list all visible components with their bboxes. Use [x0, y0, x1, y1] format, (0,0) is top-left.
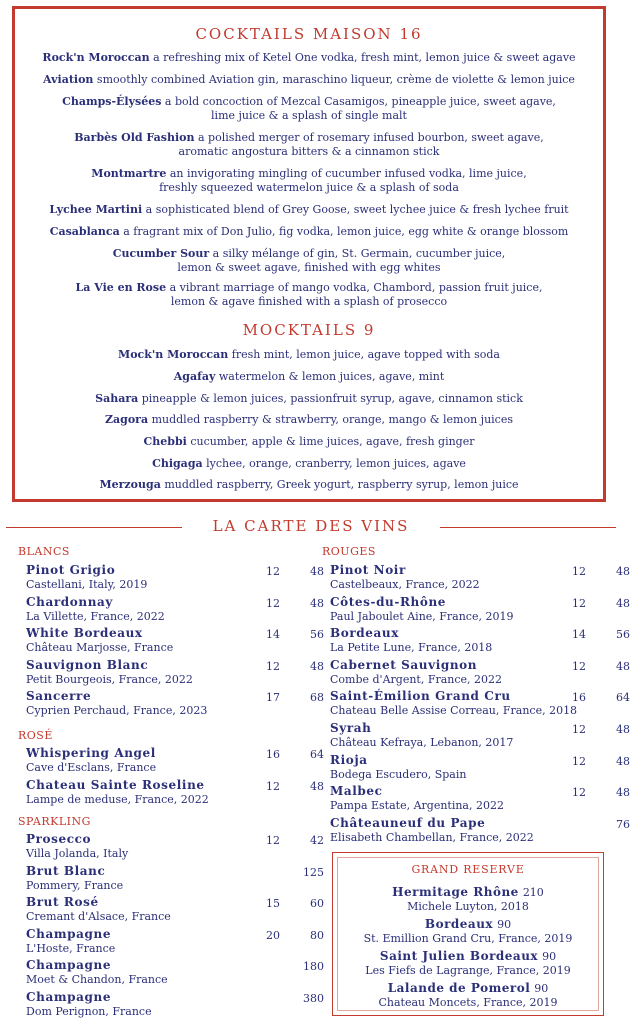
cocktail-name: Rock'n Moroccan [42, 51, 150, 64]
bottle-price: 56 [310, 628, 324, 641]
bottle-price: 48 [616, 755, 630, 768]
wine-name: Côtes-du-Rhône [330, 595, 447, 609]
wine-origin: L'Hoste, France [26, 942, 116, 955]
wine-name: Brut Blanc [26, 864, 106, 878]
cocktail-name: La Vie en Rose [75, 281, 167, 294]
cocktail-description: a vibrant marriage of mango vodka, Chambord, passion fruit juice, [166, 281, 543, 294]
wine-name: Sancerre [26, 689, 92, 703]
bottle-price: 76 [616, 818, 630, 831]
cocktail-name: Cucumber Sour [112, 247, 210, 260]
glass-price: 14 [572, 628, 586, 641]
category-blancs: BLANCS [18, 545, 70, 558]
bottle-price: 64 [310, 748, 324, 761]
cocktail-item [15, 73, 603, 87]
category-rouges: ROUGES [322, 545, 376, 558]
wine-item [330, 658, 630, 690]
cocktail-item [15, 281, 603, 309]
glass-price: 12 [572, 660, 586, 673]
cocktail-description-cont: lemon & agave finished with a splash of prosecco [170, 295, 448, 308]
grand-reserve-item [333, 913, 603, 945]
glass-price: 12 [572, 597, 586, 610]
wine-name: Châteauneuf du Pape [330, 816, 486, 830]
grand-reserve-name: Lalande de Pomerol [387, 981, 531, 995]
cocktails-title [15, 25, 603, 43]
wine-name: Pinot Grigio [26, 563, 116, 577]
glass-price: 12 [572, 565, 586, 578]
cocktail-description-cont: lemon & sweet agave, finished with egg whites [177, 261, 441, 274]
wine-item [26, 778, 324, 810]
wine-origin: Chateau Belle Assise Correau, France, 2018 [330, 704, 578, 717]
wine-item [26, 832, 324, 864]
glass-price: 14 [266, 628, 280, 641]
mocktail-name: Sahara [95, 392, 139, 405]
wine-name: Chardonnay [26, 595, 113, 609]
bottle-price: 68 [310, 691, 324, 704]
bottle-price: 125 [303, 866, 324, 879]
mocktail-item [15, 392, 603, 406]
bottle-price: 48 [310, 597, 324, 610]
wine-name: Whispering Angel [26, 746, 156, 760]
mocktail-description: watermelon & lemon juices, agave, mint [215, 370, 445, 383]
wine-name: Cabernet Sauvignon [330, 658, 478, 672]
wine-origin: Combe d'Argent, France, 2022 [330, 673, 503, 686]
wine-origin: Paul Jaboulet Aine, France, 2019 [330, 610, 514, 623]
wine-title-text: LA CARTE DES VINS [212, 517, 410, 535]
glass-price: 15 [266, 897, 280, 910]
wine-item [26, 658, 324, 690]
wine-name: Bordeaux [330, 626, 399, 640]
bottle-price: 64 [616, 691, 630, 704]
bottle-price: 48 [616, 565, 630, 578]
wine-item [330, 784, 630, 816]
cocktail-description: a refreshing mix of Ketel One vodka, fresh mint, lemon juice & sweet agave [149, 51, 576, 64]
cocktail-name: Champs-Élysées [62, 95, 162, 108]
mocktail-description: cucumber, apple & lime juices, agave, fresh ginger [186, 435, 475, 448]
category-rose: ROSÉ [18, 729, 53, 742]
wine-item [330, 816, 630, 848]
grand-reserve-item [333, 945, 603, 977]
wine-name: Malbec [330, 784, 383, 798]
grand-reserve-origin: Michele Luyton, 2018 [407, 900, 529, 913]
mocktail-name: Mock'n Moroccan [118, 348, 229, 361]
cocktail-description-cont: lime juice & a splash of single malt [211, 109, 407, 122]
wine-name: Sauvignon Blanc [26, 658, 149, 672]
glass-price: 20 [266, 929, 280, 942]
cocktails-frame [12, 6, 606, 502]
wine-title [0, 516, 622, 535]
cocktail-item [15, 51, 603, 65]
wine-item [26, 563, 324, 595]
mocktail-item [15, 370, 603, 384]
bottle-price: 48 [616, 660, 630, 673]
mocktail-description: muddled raspberry, Greek yogurt, raspberry syrup, lemon juice [160, 478, 519, 491]
wine-item [26, 689, 324, 721]
cocktail-description: a silky mélange of gin, St. Germain, cucumber juice, [209, 247, 506, 260]
wine-item [330, 721, 630, 753]
bottle-price: 380 [303, 992, 324, 1005]
mocktail-description: pineapple & lemon juices, passionfruit syrup, agave, cinnamon stick [138, 392, 523, 405]
wine-item [26, 626, 324, 658]
bottle-price: 60 [310, 897, 324, 910]
wine-origin: Cremant d'Alsace, France [26, 910, 171, 923]
mocktails-title-text: MOCKTAILS 9 [242, 321, 376, 339]
wine-name: Pinot Noir [330, 563, 406, 577]
glass-price: 16 [572, 691, 586, 704]
wine-origin: Pampa Estate, Argentina, 2022 [330, 799, 504, 812]
cocktail-item [15, 131, 603, 159]
cocktail-item [15, 95, 603, 123]
mocktail-item [15, 478, 603, 492]
wine-item [330, 595, 630, 627]
wine-name: Prosecco [26, 832, 92, 846]
category-sparkling: SPARKLING [18, 815, 91, 828]
wine-origin: La Petite Lune, France, 2018 [330, 641, 493, 654]
wine-name: Syrah [330, 721, 372, 735]
wine-item [330, 626, 630, 658]
mocktails-title [15, 321, 603, 339]
wine-item [26, 595, 324, 627]
wine-origin: Dom Perignon, France [26, 1005, 152, 1018]
wine-name: Saint-Émilion Grand Cru [330, 689, 511, 703]
mocktail-name: Agafay [173, 370, 216, 383]
mocktail-item [15, 457, 603, 471]
cocktail-description: a fragrant mix of Don Julio, fig vodka, lemon juice, egg white & orange blossom [119, 225, 569, 238]
mocktail-description: lychee, orange, cranberry, lemon juices, agave [202, 457, 466, 470]
wine-item [26, 864, 324, 896]
mocktail-description: muddled raspberry & strawberry, orange, mango & lemon juices [148, 413, 514, 426]
cocktail-name: Aviation [43, 73, 94, 86]
mocktail-name: Chebbi [143, 435, 187, 448]
grand-reserve-box [332, 852, 604, 1016]
bottle-price: 48 [616, 597, 630, 610]
glass-price: 12 [266, 660, 280, 673]
mocktail-name: Chigaga [152, 457, 203, 470]
cocktail-item [15, 225, 603, 239]
grand-reserve-origin: St. Emillion Grand Cru, France, 2019 [363, 932, 573, 945]
grand-reserve-price: 90 [542, 950, 557, 963]
grand-reserve-item [333, 977, 603, 1009]
wine-name: Brut Rosé [26, 895, 99, 909]
glass-price: 12 [266, 565, 280, 578]
wine-item [330, 753, 630, 785]
grand-reserve-origin: Chateau Moncets, France, 2019 [378, 996, 558, 1009]
bottle-price: 48 [616, 723, 630, 736]
glass-price: 12 [572, 786, 586, 799]
wine-name: Chateau Sainte Roseline [26, 778, 205, 792]
wine-origin: Cyprien Perchaud, France, 2023 [26, 704, 208, 717]
grand-reserve-price: 90 [497, 918, 512, 931]
wine-origin: Elisabeth Chambellan, France, 2022 [330, 831, 534, 844]
cocktail-name: Montmartre [91, 167, 167, 180]
bottle-price: 48 [616, 786, 630, 799]
grand-reserve-name: Saint Julien Bordeaux [379, 949, 539, 963]
glass-price: 12 [266, 780, 280, 793]
glass-price: 12 [266, 597, 280, 610]
wine-origin: Petit Bourgeois, France, 2022 [26, 673, 193, 686]
wine-origin: Castellani, Italy, 2019 [26, 578, 148, 591]
glass-price: 12 [572, 723, 586, 736]
wine-item [330, 689, 630, 721]
mocktail-item [15, 348, 603, 362]
wine-origin: Lampe de meduse, France, 2022 [26, 793, 209, 806]
bottle-price: 56 [616, 628, 630, 641]
wine-item [26, 895, 324, 927]
cocktail-description: a polished merger of rosemary infused bourbon, sweet agave, [194, 131, 544, 144]
cocktail-item [15, 203, 603, 217]
bottle-price: 48 [310, 660, 324, 673]
mocktail-name: Zagora [104, 413, 149, 426]
cocktails-title-text: COCKTAILS MAISON 16 [195, 25, 423, 43]
cocktail-item [15, 247, 603, 275]
glass-price: 12 [266, 834, 280, 847]
wine-origin: Pommery, France [26, 879, 124, 892]
cocktail-description: an invigorating mingling of cucumber infused vodka, lime juice, [166, 167, 527, 180]
bottle-price: 180 [303, 960, 324, 973]
wine-origin: Cave d'Esclans, France [26, 761, 157, 774]
grand-reserve-item [333, 881, 603, 913]
wine-origin: Château Marjosse, France [26, 641, 174, 654]
glass-price: 17 [266, 691, 280, 704]
cocktail-name: Barbès Old Fashion [74, 131, 195, 144]
wine-item [26, 927, 324, 959]
grand-reserve-origin: Les Fiefs de Lagrange, France, 2019 [365, 964, 571, 977]
cocktail-item [15, 167, 603, 195]
grand-reserve-price: 90 [534, 982, 549, 995]
wine-name: Champagne [26, 990, 112, 1004]
mocktail-item [15, 413, 603, 427]
wine-item [26, 746, 324, 778]
wine-origin: Bodega Escudero, Spain [330, 768, 467, 781]
wine-name: Champagne [26, 927, 112, 941]
bottle-price: 80 [310, 929, 324, 942]
cocktail-description: a bold concoction of Mezcal Casamigos, pineapple juice, sweet agave, [161, 95, 556, 108]
wine-name: Rioja [330, 753, 368, 767]
glass-price: 12 [572, 755, 586, 768]
cocktail-description-cont: aromatic angostura bitters & a cinnamon stick [178, 145, 440, 158]
cocktail-description: a sophisticated blend of Grey Goose, sweet lychee juice & fresh lychee fruit [142, 203, 569, 216]
wine-item [330, 563, 630, 595]
wine-origin: Castelbeaux, France, 2022 [330, 578, 480, 591]
glass-price: 16 [266, 748, 280, 761]
grand-reserve-price: 210 [522, 886, 544, 899]
cocktail-description: smoothly combined Aviation gin, maraschino liqueur, crème de violette & lemon juice [93, 73, 575, 86]
wine-origin: Château Kefraya, Lebanon, 2017 [330, 736, 514, 749]
cocktail-description-cont: freshly squeezed watermelon juice & a splash of soda [159, 181, 459, 194]
bottle-price: 48 [310, 565, 324, 578]
wine-item [26, 958, 324, 990]
cocktail-name: Casablanca [49, 225, 120, 238]
wine-name: White Bordeaux [26, 626, 143, 640]
wine-origin: La Villette, France, 2022 [26, 610, 165, 623]
grand-reserve-title: GRAND RESERVE [411, 863, 525, 876]
cocktail-name: Lychee Martini [49, 203, 143, 216]
wine-name: Champagne [26, 958, 112, 972]
wine-item [26, 990, 324, 1022]
bottle-price: 42 [310, 834, 324, 847]
wine-origin: Moet & Chandon, France [26, 973, 168, 986]
wine-origin: Villa Jolanda, Italy [26, 847, 129, 860]
bottle-price: 48 [310, 780, 324, 793]
grand-reserve-name: Hermitage Rhône [392, 885, 519, 899]
mocktail-item [15, 435, 603, 449]
mocktail-description: fresh mint, lemon juice, agave topped with soda [228, 348, 500, 361]
mocktail-name: Merzouga [99, 478, 161, 491]
grand-reserve-name: Bordeaux [424, 917, 494, 931]
